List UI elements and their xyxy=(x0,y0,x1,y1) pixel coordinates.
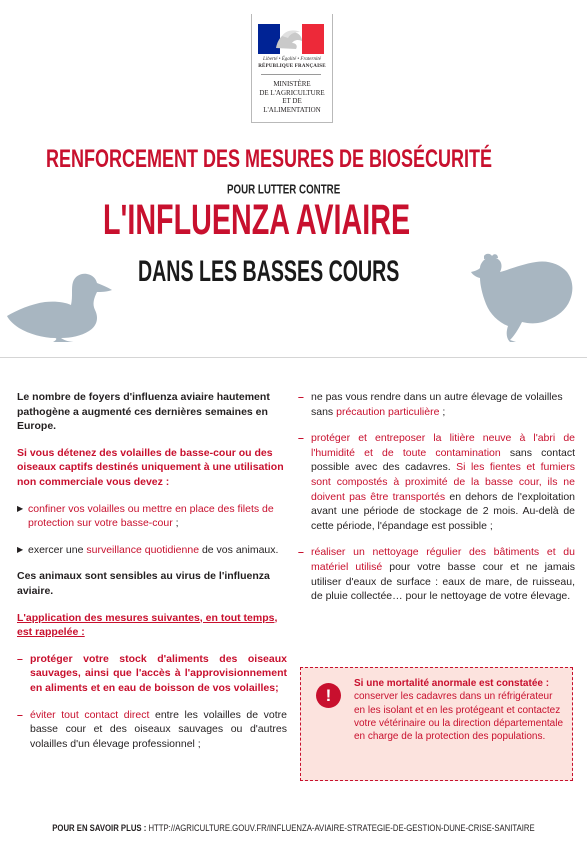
dash-bullet-icon: – xyxy=(298,391,304,403)
hen-silhouette xyxy=(470,252,575,346)
bullet-text: ne pas vous rendre dans un autre élevage de volailles sans xyxy=(311,391,563,418)
list-item xyxy=(17,652,287,696)
marianne-logo xyxy=(258,24,324,54)
bullet-red-text: Si les fientes et fumiers sont compostés à proximité de la basse cour, ils ne doivent pas être transportés xyxy=(311,461,575,503)
title-influenza: L'INFLUENZA AVIAIRE xyxy=(103,194,411,244)
title-biosecurite: RENFORCEMENT DES MESURES DE BIOSÉCURITÉ xyxy=(46,144,493,174)
left-column xyxy=(17,390,287,763)
bullet-red-text: éviter tout contact direct xyxy=(30,708,150,721)
title-pour-lutter: POUR LUTTER CONTRE xyxy=(227,182,341,197)
ministry-line: DE L'AGRICULTURE xyxy=(259,88,325,97)
title-basses-cours: DANS LES BASSES COURS xyxy=(138,254,400,288)
intro-text: Le nombre de foyers d'influenza aviaire hautement pathogène a augmenté ces dernières semaines en Europe. xyxy=(17,391,270,433)
bullet-text: sans contact possible avec des cadavres. xyxy=(311,446,575,474)
bullet-text: exercer une xyxy=(28,543,87,556)
list-item xyxy=(17,708,287,752)
dash-bullet-icon: – xyxy=(17,652,23,665)
ministry-name xyxy=(252,80,332,114)
footer-label: POUR EN SAVOIR PLUS : xyxy=(52,823,149,833)
bullet-text: en dehors de l'exploitation avant une période de stockage de 2 mois. Au-delà de cette période, l'épandage est possible ; xyxy=(311,490,575,532)
section-divider xyxy=(0,357,587,358)
mortality-alert-box xyxy=(300,667,573,781)
ministry-line: L'ALIMENTATION xyxy=(263,105,321,114)
list-item xyxy=(298,545,575,603)
bullet-red-text: précaution particulière xyxy=(336,405,440,418)
bullet-text: entre les volailles de votre basse cour et des oiseaux sauvages ou d'autres volailles d'un élevage professionnel ; xyxy=(30,708,287,750)
footer xyxy=(0,823,587,834)
more-info-link[interactable]: HTTP://AGRICULTURE.GOUV.FR/INFLUENZA-AVIAIRE-STRATEGIE-DE-GESTION-DUNE-CRISE-SANITAIRE xyxy=(148,823,535,833)
dash-bullet-icon: – xyxy=(17,708,23,721)
list-item xyxy=(17,543,287,558)
motto-text: Liberté • Égalité • Fraternité xyxy=(263,57,321,62)
bullet-red-text: protéger et entreposer la litière neuve à l'abri de l'humidité et de toute contamination xyxy=(311,432,575,459)
ministry-line: ET DE xyxy=(282,97,302,105)
duck-silhouette xyxy=(5,268,115,343)
application-heading: L'application des mesures suivantes, en tout temps, est rappelée : xyxy=(17,611,278,639)
triangle-bullet-icon: ▶ xyxy=(17,503,24,513)
bullet-text: pour votre basse cour et ne jamais utiliser d'eaux de surface : eaux de mare, de ruisseau, de pluie collectée… pour le nettoyage de votre élevage. xyxy=(311,560,575,603)
alert-body-text: conserver les cadavres dans un réfrigérateur en les isolant et en les protégeant et contactez votre vétérinaire ou la direction départementale en charge de la protection des populations. xyxy=(354,691,564,743)
triangle-bullet-icon: ▶ xyxy=(17,544,24,554)
bullet-red-text: réaliser un nettoyage régulier des bâtiments et du matériel utilisé xyxy=(311,546,575,573)
dash-bullet-icon: – xyxy=(298,546,304,559)
alert-text xyxy=(354,677,566,743)
sensible-text: Ces animaux sont sensibles au virus de l'influenza aviaire. xyxy=(17,570,270,597)
republic-text: RÉPUBLIQUE FRANÇAISE xyxy=(258,64,326,69)
ministry-logo xyxy=(251,14,333,123)
list-item xyxy=(298,390,575,419)
bullet-text: ; xyxy=(439,405,446,418)
exclamation-icon: ! xyxy=(316,683,341,708)
bullet-red-text: surveillance quotidienne xyxy=(86,543,200,556)
logo-divider xyxy=(261,74,321,75)
bullet-text: de vos animaux. xyxy=(199,543,279,556)
bullet-text: ; xyxy=(172,517,179,530)
list-item xyxy=(17,502,287,531)
right-column xyxy=(298,390,575,616)
bullet-red-text: confiner vos volailles ou mettre en place des filets de protection sur votre basse-cour xyxy=(28,502,274,530)
ministry-line: MINISTÈRE xyxy=(273,80,311,88)
if-detain-text: Si vous détenez des volailles de basse-cour ou des oiseaux captifs destinés uniquement à une utilisation non commerciale vous devez : xyxy=(17,446,284,488)
alert-bold-text: Si une mortalité anormale est constatée : xyxy=(354,678,550,689)
bullet-red-text: protéger votre stock d'aliments des oiseaux sauvages, ainsi que l'accès à l'approvisionnement en aliments et en eau de boisson de vos volailles; xyxy=(30,652,287,694)
dash-bullet-icon: – xyxy=(298,432,304,445)
list-item xyxy=(298,431,575,533)
